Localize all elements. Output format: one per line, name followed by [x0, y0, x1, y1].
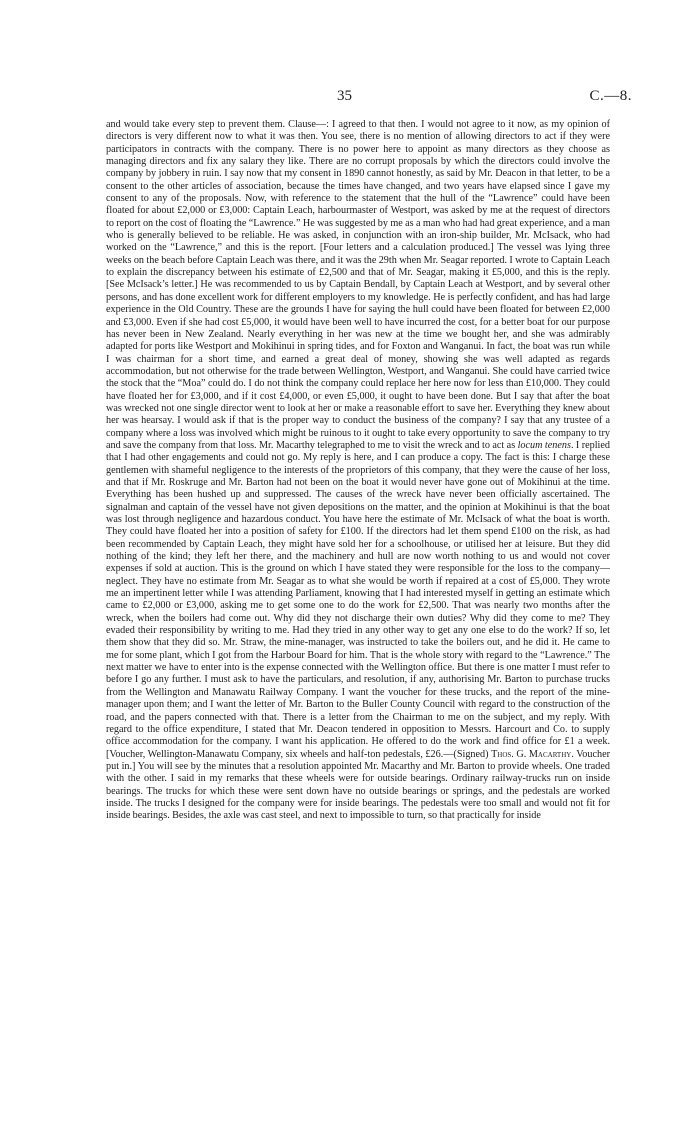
document-reference: C.—8. — [589, 88, 632, 104]
page-header — [0, 88, 700, 108]
page-number: 35 — [337, 88, 352, 104]
body-text-part-1: and would take every step to prevent them. Clause—: I agreed to that then. I would not agree to it now, as my opinion of directors is very different now to what it was then. You see, there is no mention of allowing directors to act if they were participators in contracts with the company. There is no power here to appoint as many directors as they choose as managing directors and fix any salary they like. There are no corrupt proposals by which the directors could involve the company by jobbery in ruin. I say now that my consent in 1890 cannot honestly, as said by Mr. Deacon in that letter, to be a consent to the other articles of association, because the times have changed, and two years have elapsed since I gave my consent to any of the proposals. Now, with reference to the statement that the hull of the “Lawrence” could have been floated for about £2,000 or £3,000: Captain Leach, harbourmaster of Westport, was asked by me at the request of directors to report on the cost of floating the “Lawrence.” He was suggested by me as a man who had had great experience, and a man who is generally believed to be reliable. He was asked, in conjunction with an iron-ship builder, Mr. McIsack, who had worked on the “Lawrence,” and this is the report. [Four letters and a calculation produced.] The vessel was lying three weeks on the beach before Captain Leach was there, and it was the 29th when Mr. Seagar reported. I wrote to Captain Leach to explain the discrepancy between his estimate of £2,500 and that of Mr. Seagar, making it £5,000, and this is the reply. [See McIsack’s letter.] He was recommended to us by Captain Bendall, by Captain Leach at Westport, and by several other persons, and has done excellent work for different employers to my knowledge. He is perfectly confident, and has had large experience in the Old Country. These are the grounds I have for saying the hull could have been floated for between £2,000 and £3,000. Even if she had cost £5,000, it would have been well to have incurred the cost, for a better boat for our purpose has never been in New Zealand. Nearly everything in her was new at the time we bought her, and she was admirably adapted for ports like Westport and Mokihinui in spring tides, and for Foxton and Wanganui. In fact, the boat was run while I was chairman for a short time, and earned a great deal of money, showing she was well adapted as regards accommodation, but not otherwise for the trade between Wellington, Westport, and Wanganui. She could have carried twice the stock that the “Moa” could do. I do not think the company could replace her here now for less than £10,000. They could have floated her for £3,000, and if it cost £4,000, or even £5,000, it ought to have been done. But I say that after the boat was wrecked not one single director went to look at her or make a reasonable effort to save her. Everything they knew about her was hearsay. I would ask if that is the proper way to conduct the business of the company? I say that any trustee of a company where a loss was involved which might be ruinous to it ought to take every opportunity to save the company to try and save the company from that loss. Mr. Macarthy telegraphed to me to visit the wreck and to act as — [106, 119, 610, 451]
body-paragraph — [106, 119, 610, 823]
body-text-part-3: . Voucher put in.] You will see by the minutes that a resolution appointed Mr. Macarthy and Mr. Barton to provide wheels. One traded with the other. I said in my remarks that these wheels were for outside bearings. Ordinary railway-trucks run on inside bearings. The trucks for which these were sent down have no outside bearings or springs, and the pedestals are worked inside. The trucks I designed for the company were for inside bearings. The pedestals were too small and would not fit for inside bearings. Besides, the axle was cast steel, and next to impossible to turn, so that practically for inside — [106, 748, 610, 822]
signatory-name: Thos. G. Macarthy — [491, 748, 572, 760]
locum-tenens-phrase: locum tenens — [517, 439, 571, 451]
body-text-part-2: . I replied that I had other engagements and could not go. My reply is here, and I can produce a copy. The fact is this: I charge these gentlemen with shameful negligence to the interests of the proprietors of this company, that they were the cause of her loss, and that if Mr. Roskruge and Mr. Barton had not been on the boat it would never have gone out of Mokihinui at the time. Everything has been hushed up and suppressed. The causes of the wreck have never been officially ascertained. The signalman and captain of the vessel have not given depositions on the matter, and the opinion at Mokihinui is that the boat was lost through negligence and hazardous conduct. You have here the estimate of Mr. McIsack of what the boat is worth. They could have floated her into a position of safety for £100. If the directors had let them spend £100 on the risk, as had been recommended by Captain Leach, they might have sold her for a schoolhouse, or utilised her at leisure. But they did nothing of the kind; they left her there, and the machinery and hull are now worth nothing to us and would not cover expenses if sold at auction. This is the ground on which I have stated they were responsible for the loss to the company—neglect. They have no estimate from Mr. Seagar as to what she would be worth if repaired at a cost of £5,000. They wrote me an impertinent letter while I was attending Parliament, knowing that I had interested myself in getting an estimate which came to £2,000 or £3,000, asking me to get some one to do the work for £2,500. That was nearly two months after the wreck, when the boilers had come out. Why did they not discharge their own duties? Why did they come to me? They evaded their responsibility by writing to me. Had they tried in any other way to get any one else to do the work? If so, let them show that they did so. Mr. Straw, the mine-manager, was instructed to take the boilers out, and he did it. He came to me for some plant, which I got from the Harbour Board for him. That is the whole story with regard to the “Lawrence.” The next matter we have to enter into is the expense connected with the Wellington office. But there is one matter I must refer to before I go any further. I must ask to have the particulars, and resolution, if any, authorising Mr. Barton to purchase trucks from the Wellington and Manawatu Railway Company. I want the voucher for these trucks, and the report of the mine-manager upon them; and I want the letter of Mr. Barton to the Buller County Council with regard to the construction of the road, and the papers connected with that. There is a letter from the Chairman to me on the subject, and my reply. With regard to the office expenditure, I stated that Mr. Deacon tendered in opposition to Messrs. Harcourt and Co. to supply office accommodation for the company. I want his application. He offered to do the work and find office for £1 a week. [Voucher, Wellington-Manawatu Company, six wheels and half-ton pedestals, £26.—(Signed) — [106, 439, 610, 760]
